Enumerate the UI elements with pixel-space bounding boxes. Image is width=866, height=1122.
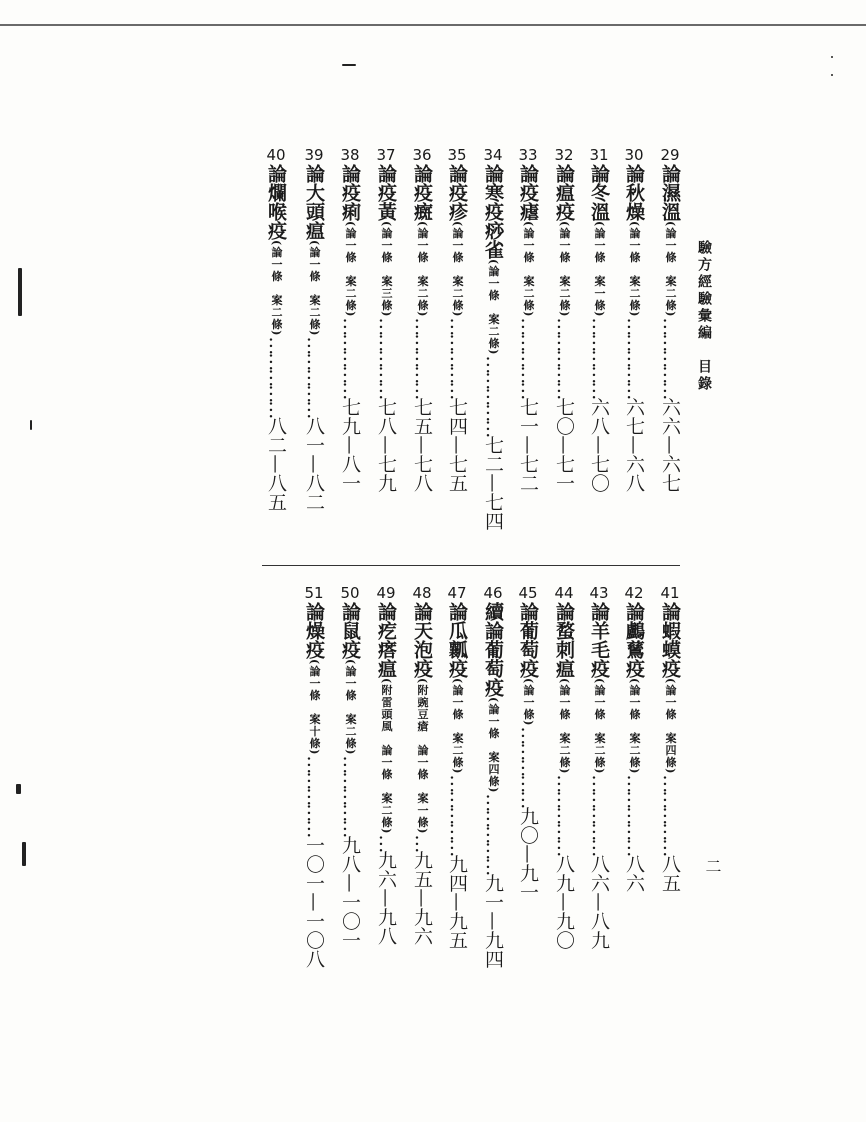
entry-number: 32 xyxy=(554,146,574,164)
entry-number: 49 xyxy=(376,584,396,602)
page-range: 九五—九六 xyxy=(411,850,433,946)
dot-leader: …………… xyxy=(482,355,504,436)
dot-leader: …………… xyxy=(588,317,610,398)
entry-detail: (論一條 案二條) xyxy=(451,221,464,318)
entry-detail: (論一條 案二條) xyxy=(270,240,283,337)
entry-detail: (論一條 案二條) xyxy=(451,678,464,775)
toc-entry xyxy=(372,584,400,945)
entry-number: 35 xyxy=(447,146,467,164)
toc-entry xyxy=(479,584,507,968)
entry-title: 論疫黃 xyxy=(375,164,397,221)
entry-title: 論蝥刺瘟 xyxy=(553,602,575,678)
entry-title: 論瓜瓤疫 xyxy=(446,602,468,678)
dot-leader: … xyxy=(411,834,433,851)
page-range: 七〇—七一 xyxy=(553,397,575,493)
entry-number: 39 xyxy=(304,146,324,164)
entry-number: 40 xyxy=(266,146,286,164)
scan-mark xyxy=(16,784,21,794)
entry-number: 36 xyxy=(412,146,432,164)
page-range: 九四—九五 xyxy=(446,854,468,950)
page-range: 六八—七〇 xyxy=(588,397,610,493)
entry-title: 論大頭瘟 xyxy=(303,164,325,240)
toc-entry xyxy=(585,584,613,949)
toc-entry xyxy=(656,146,684,492)
scan-mark xyxy=(831,74,833,76)
entry-detail: (論一條 案十條) xyxy=(308,659,321,756)
page-range: 七五—七八 xyxy=(411,397,433,493)
dot-leader: …………… xyxy=(265,336,287,417)
page-range: 九〇—九一 xyxy=(517,806,539,902)
entry-title: 論爛喉疫 xyxy=(265,164,287,240)
entry-title: 論蝦蟆疫 xyxy=(659,602,681,678)
toc-entry xyxy=(620,146,648,492)
entry-number: 44 xyxy=(554,584,574,602)
dot-leader: …………… xyxy=(303,755,325,836)
entry-detail: (論一條 案四條) xyxy=(487,697,500,794)
toc-entry xyxy=(408,584,436,945)
entry-title: 論疫瘧 xyxy=(517,164,539,221)
dot-leader: …………… xyxy=(446,317,468,398)
scan-top-edge xyxy=(0,24,866,26)
toc-entry xyxy=(550,584,578,949)
entry-number: 46 xyxy=(483,584,503,602)
scan-mark xyxy=(342,64,356,66)
toc-entry xyxy=(372,146,400,492)
entry-number: 50 xyxy=(340,584,360,602)
dot-leader: …………… xyxy=(446,774,468,855)
toc-entry xyxy=(585,146,613,492)
scan-mark xyxy=(831,56,833,58)
running-head xyxy=(694,240,714,393)
entry-title: 論冬溫 xyxy=(588,164,610,221)
entry-title: 論羊毛疫 xyxy=(588,602,610,678)
entry-detail: (論一條) xyxy=(522,678,535,727)
entry-number: 38 xyxy=(340,146,360,164)
entry-number: 51 xyxy=(304,584,324,602)
page-range: 八六 xyxy=(623,854,645,893)
section-label: 目錄 xyxy=(696,359,712,393)
entry-title: 續論葡萄疫 xyxy=(482,602,504,697)
entry-title: 論鸕鶿疫 xyxy=(623,602,645,678)
toc-entry xyxy=(443,584,471,949)
entry-number: 30 xyxy=(624,146,644,164)
entry-number: 42 xyxy=(624,584,644,602)
dot-leader: …………… xyxy=(553,774,575,855)
page-range: 九一—九四 xyxy=(482,873,504,969)
entry-detail: (附雷頭風 論一條 案二條) xyxy=(380,678,393,835)
entry-number: 37 xyxy=(376,146,396,164)
page-number: 二 xyxy=(703,858,722,874)
toc-entry xyxy=(300,146,328,511)
entry-detail: (論一條 案二條) xyxy=(344,221,357,318)
toc-entry xyxy=(620,584,648,892)
scan-mark xyxy=(30,420,32,430)
dot-leader: …………… xyxy=(588,774,610,855)
toc-entry xyxy=(479,146,507,530)
section-divider xyxy=(262,565,680,566)
entry-number: 48 xyxy=(412,584,432,602)
page-range: 七四—七五 xyxy=(446,397,468,493)
page-range: 八二—八五 xyxy=(265,416,287,512)
entry-title: 論葡萄疫 xyxy=(517,602,539,678)
entry-title: 論寒疫痧雀 xyxy=(482,164,504,259)
entry-detail: (論一條 案二條) xyxy=(487,259,500,356)
dot-leader: …………… xyxy=(375,317,397,398)
entry-detail: (論一條 案二條) xyxy=(664,221,677,318)
entry-number: 29 xyxy=(660,146,680,164)
toc-entry xyxy=(300,584,328,968)
entry-detail: (論一條 案二條) xyxy=(558,221,571,318)
entry-number: 43 xyxy=(589,584,609,602)
dot-leader: …………… xyxy=(517,726,539,807)
entry-detail: (論一條 案二條) xyxy=(558,678,571,775)
entry-detail: (論一條 案二條) xyxy=(522,221,535,318)
page-range: 九六—九八 xyxy=(375,850,397,946)
dot-leader: …………… xyxy=(623,317,645,398)
scan-mark xyxy=(22,842,26,866)
entry-detail: (論一條 案二條) xyxy=(628,221,641,318)
dot-leader: …………… xyxy=(339,317,361,398)
page-range: 七二—七四 xyxy=(482,435,504,531)
dot-leader: …………… xyxy=(517,317,539,398)
page-range: 六六—六七 xyxy=(659,397,681,493)
entry-number: 31 xyxy=(589,146,609,164)
page-range: 七八—七九 xyxy=(375,397,397,493)
page-range: 六七—六八 xyxy=(623,397,645,493)
entry-detail: (論一條 案四條) xyxy=(664,678,677,775)
toc-entry xyxy=(656,584,684,892)
page-range: 七一—七二 xyxy=(517,397,539,493)
entry-title: 論疫痢 xyxy=(339,164,361,221)
toc-entry xyxy=(514,146,542,492)
page-range: 八六—八九 xyxy=(588,854,610,950)
dot-leader: … xyxy=(375,834,397,851)
entry-title: 論天泡疫 xyxy=(411,602,433,678)
page-range: 八五 xyxy=(659,854,681,893)
toc-entry xyxy=(443,146,471,492)
entry-detail: (論一條 案二條) xyxy=(628,678,641,775)
scan-mark xyxy=(18,268,22,316)
entry-number: 34 xyxy=(483,146,503,164)
entry-title: 論瘟疫 xyxy=(553,164,575,221)
entry-detail: (論一條 案二條) xyxy=(416,221,429,318)
entry-number: 45 xyxy=(518,584,538,602)
dot-leader: …………… xyxy=(623,774,645,855)
toc-entry xyxy=(550,146,578,492)
page-range: 七九—八一 xyxy=(339,397,361,493)
entry-title: 論鼠疫 xyxy=(339,602,361,659)
entry-number: 41 xyxy=(660,584,680,602)
toc-entry xyxy=(408,146,436,492)
dot-leader: …………… xyxy=(339,755,361,836)
entry-detail: (論一條 案三條) xyxy=(380,221,393,318)
entry-number: 33 xyxy=(518,146,538,164)
toc-entry xyxy=(336,146,364,492)
dot-leader: …………… xyxy=(411,317,433,398)
entry-title: 論疫疹 xyxy=(446,164,468,221)
entry-detail: (論一條 案二條) xyxy=(308,240,321,337)
dot-leader: …………… xyxy=(659,317,681,398)
page-range: 八九—九〇 xyxy=(553,854,575,950)
page-range: 八一—八二 xyxy=(303,416,325,512)
entry-title: 論秋燥 xyxy=(623,164,645,221)
entry-detail: (附豌豆瘡 論一條 案一條) xyxy=(416,678,429,835)
entry-title: 論疫癍 xyxy=(411,164,433,221)
dot-leader: …………… xyxy=(482,793,504,874)
toc-entry xyxy=(262,146,290,511)
entry-title: 論燥疫 xyxy=(303,602,325,659)
dot-leader: …………… xyxy=(303,336,325,417)
dot-leader: …………… xyxy=(553,317,575,398)
book-title: 驗方經驗彙編 xyxy=(696,240,712,342)
toc-entry xyxy=(514,584,542,901)
entry-detail: (論一條 案二條) xyxy=(593,678,606,775)
page-range: 一〇一—一〇八 xyxy=(303,835,325,969)
toc-entry xyxy=(336,584,364,949)
dot-leader: …………… xyxy=(659,774,681,855)
entry-title: 論濕溫 xyxy=(659,164,681,221)
entry-number: 47 xyxy=(447,584,467,602)
page-range: 九八—一〇一 xyxy=(339,835,361,950)
entry-detail: (論一條 案二條) xyxy=(344,659,357,756)
entry-detail: (論一條 案一條) xyxy=(593,221,606,318)
entry-title: 論疙瘩瘟 xyxy=(375,602,397,678)
